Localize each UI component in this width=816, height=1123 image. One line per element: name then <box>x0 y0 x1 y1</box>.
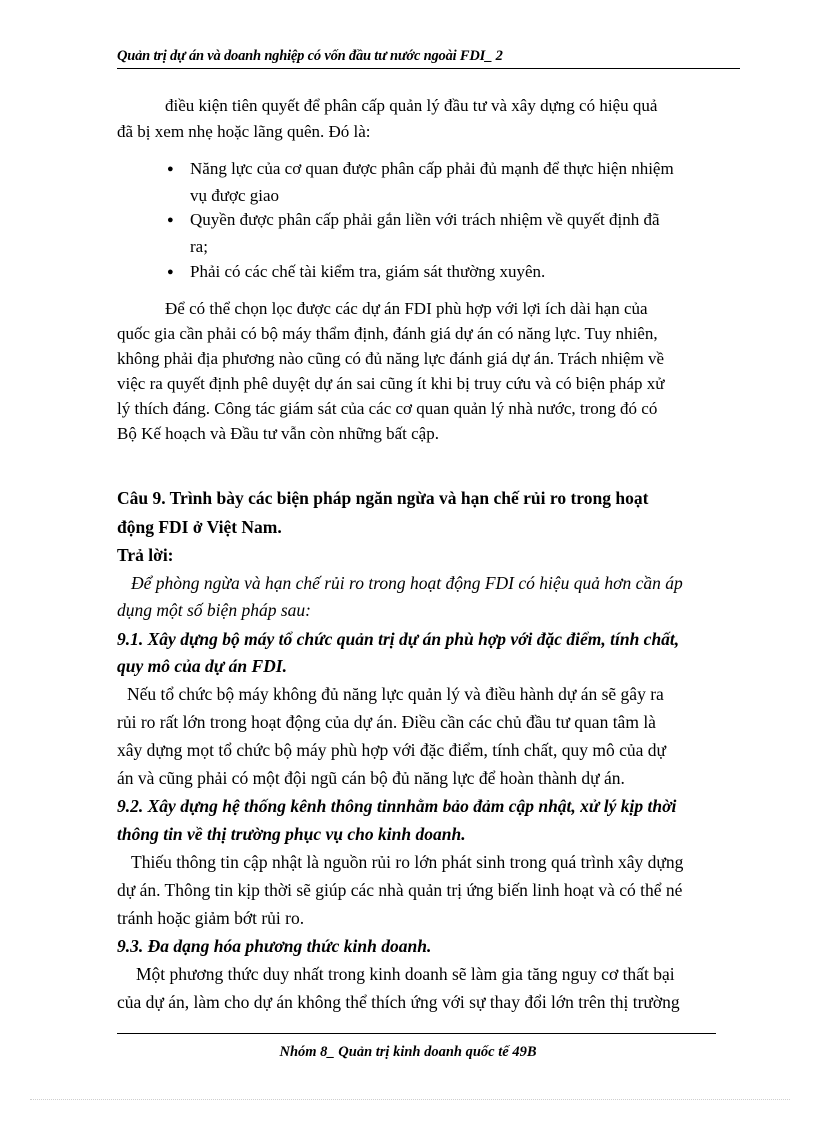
section-9-1-body-line-2: rủi ro rất lớn trong hoạt động của dự án. Điều cần các chủ đầu tư quan tâm là <box>117 712 656 732</box>
answer-intro-line-2: dụng một số biện pháp sau: <box>117 600 311 620</box>
footer-rule <box>117 1033 716 1034</box>
page-boundary <box>30 1099 790 1100</box>
paragraph2-line-3: không phải địa phương nào cũng có đủ năng lực đánh giá dự án. Trách nhiệm về <box>117 349 664 368</box>
section-9-3-body-line-1: Một phương thức duy nhất trong kinh doanh sẽ làm gia tăng nguy cơ thất bại <box>136 964 675 984</box>
bullet-1-line-2: vụ được giao <box>190 186 280 205</box>
intro-line-2: đã bị xem nhẹ hoặc lãng quên. Đó là: <box>117 122 371 141</box>
section-9-2-heading-line-2: thông tin về thị trường phục vụ cho kinh doanh. <box>117 824 466 844</box>
running-footer: Nhóm 8_ Quản trị kinh doanh quốc tế 49B <box>279 1044 537 1060</box>
section-9-2-body-line-2: dự án. Thông tin kịp thời sẽ giúp các nhà quản trị ứng biến linh hoạt và có thể né <box>117 880 683 900</box>
paragraph2-line-6: Bộ Kế hoạch và Đầu tư vẫn còn những bất cập. <box>117 424 439 443</box>
section-9-1-body-line-4: án và cũng phải có một đội ngũ cán bộ đủ năng lực để hoàn thành dự án. <box>117 768 625 788</box>
section-9-1-body-line-1: Nếu tổ chức bộ máy không đủ năng lực quản lý và điều hành dự án sẽ gây ra <box>127 684 664 704</box>
question-line-1: Câu 9. Trình bày các biện pháp ngăn ngừa và hạn chế rủi ro trong hoạt <box>117 488 649 508</box>
bullet-icon: ● <box>167 214 174 226</box>
question-line-2: động FDI ở Việt Nam. <box>117 517 282 537</box>
paragraph2-line-2: quốc gia cần phải có bộ máy thẩm định, đánh giá dự án có năng lực. Tuy nhiên, <box>117 324 658 343</box>
section-9-3-body-line-2: của dự án, làm cho dự án không thể thích ứng với sự thay đổi lớn trên thị trường <box>117 992 680 1012</box>
section-9-2-body-line-1: Thiếu thông tin cập nhật là nguồn rủi ro lớn phát sinh trong quá trình xây dựng <box>131 852 684 872</box>
bullet-2-line-1: Quyền được phân cấp phải gắn liền với trách nhiệm về quyết định đã <box>190 210 660 229</box>
paragraph2-line-1: Để có thể chọn lọc được các dự án FDI phù hợp với lợi ích dài hạn của <box>165 299 648 318</box>
bullet-icon: ● <box>167 163 174 175</box>
running-header: Quản trị dự án và doanh nghiệp có vốn đầu tư nước ngoài FDI_ 2 <box>117 48 503 64</box>
section-9-1-heading-line-2: quy mô của dự án FDI. <box>117 656 287 676</box>
bullet-2-line-2: ra; <box>190 237 208 256</box>
bullet-1-line-1: Năng lực của cơ quan được phân cấp phải đủ mạnh để thực hiện nhiệm <box>190 159 674 178</box>
section-9-1-heading-line-1: 9.1. Xây dựng bộ máy tổ chức quản trị dự án phù hợp với đặc điểm, tính chất, <box>117 629 680 649</box>
section-9-3-heading: 9.3. Đa dạng hóa phương thức kinh doanh. <box>117 936 432 956</box>
section-9-2-heading-line-1: 9.2. Xây dựng hệ thống kênh thông tinnhằm bảo đảm cập nhật, xử lý kịp thời <box>117 796 677 816</box>
answer-intro-line-1: Để phòng ngừa và hạn chế rủi ro trong hoạt động FDI có hiệu quả hơn cần áp <box>131 573 683 593</box>
section-9-2-body-line-3: tránh hoặc giảm bớt rủi ro. <box>117 908 305 928</box>
paragraph2-line-5: lý thích đáng. Công tác giám sát của các cơ quan quản lý nhà nước, trong đó có <box>117 399 658 418</box>
paragraph2-line-4: việc ra quyết định phê duyệt dự án sai cũng ít khi bị truy cứu và có biện pháp xử <box>117 374 665 393</box>
answer-label: Trả lời: <box>117 545 174 565</box>
intro-line-1: điều kiện tiên quyết để phân cấp quản lý đầu tư và xây dựng có hiệu quả <box>165 96 658 115</box>
bullet-icon: ● <box>167 266 174 278</box>
header-rule <box>117 68 740 69</box>
bullet-3-line-1: Phải có các chế tài kiểm tra, giám sát thường xuyên. <box>190 262 546 281</box>
section-9-1-body-line-3: xây dựng mọt tổ chức bộ máy phù hợp với đặc điểm, tính chất, quy mô của dự <box>117 740 667 760</box>
